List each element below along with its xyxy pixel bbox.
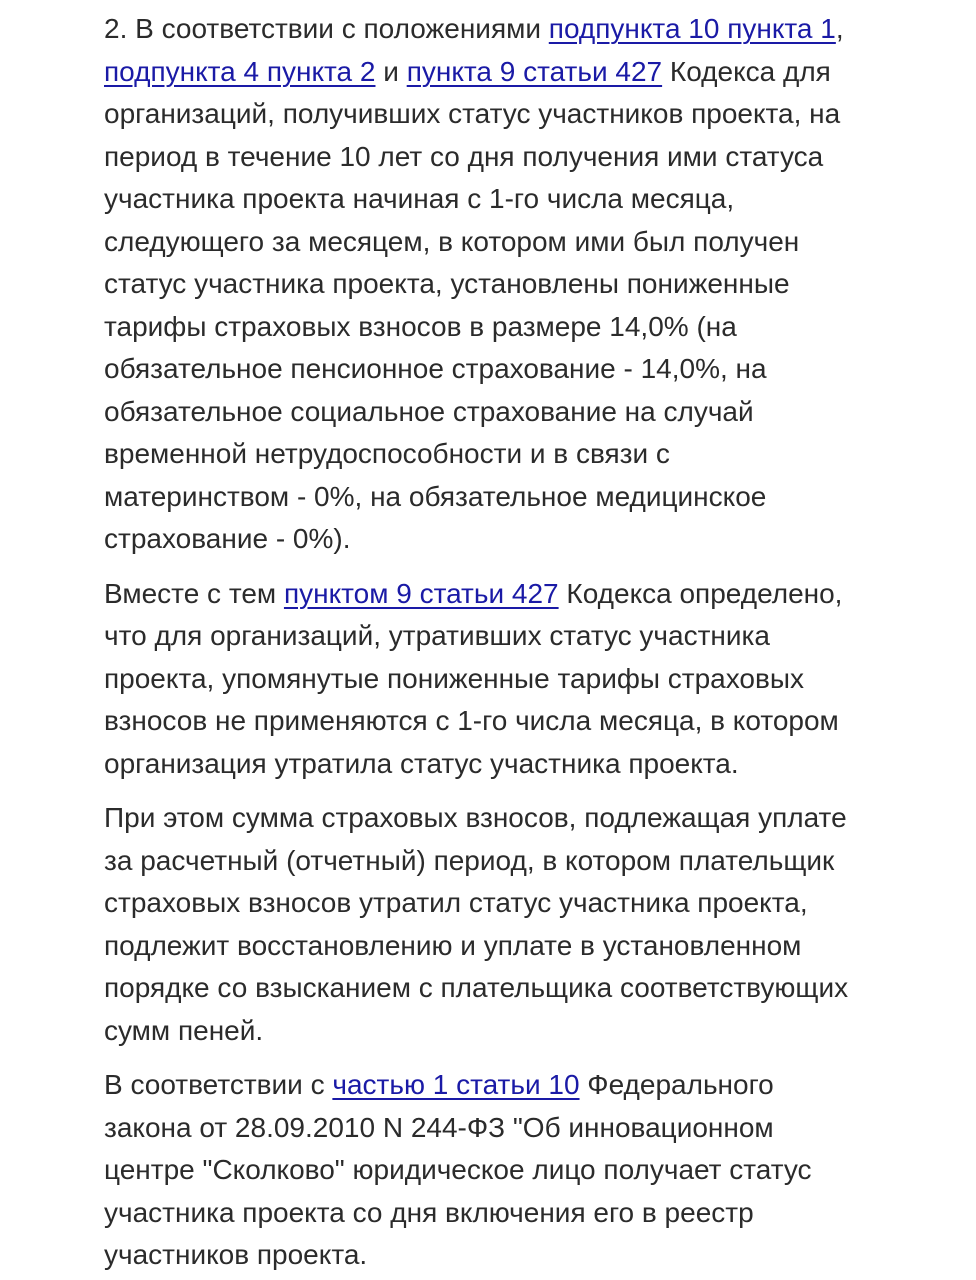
paragraph-text: следующего за месяцем, в котором ими был получен <box>104 225 800 257</box>
paragraph-text: за расчетный (отчетный) период, в котором плательщик <box>104 844 835 876</box>
paragraph-text: временной нетрудоспособности и в связи с <box>104 438 670 469</box>
paragraph-text: Кодекса для <box>662 55 831 87</box>
paragraph-4 <box>104 1064 976 1277</box>
law-reference-link[interactable]: пункта 9 статьи 427 <box>406 55 663 87</box>
paragraph-text: В соответствии с <box>104 1069 333 1100</box>
paragraph-2 <box>104 573 976 786</box>
paragraph-text: страхование - 0%). <box>104 523 351 554</box>
paragraph-text: сумм пеней. <box>104 1014 264 1046</box>
paragraph-text: участника проекта начиная с 1-го числа месяца, <box>104 183 735 214</box>
paragraph-text: 2. В соответствии с положениями <box>104 13 549 44</box>
paragraph-text: период в течение 10 лет со дня получения ими статуса <box>104 140 824 172</box>
paragraph-text: взносов не применяются с 1-го числа месяца, в котором <box>104 705 839 736</box>
paragraph-text: организация утратила статус участника проекта. <box>104 747 739 779</box>
paragraph-text: обязательное социальное страхование на случай <box>104 395 754 427</box>
paragraph-text: подлежит восстановлению и уплате в установленном <box>104 929 802 961</box>
paragraph-text: порядке со взысканием с плательщика соответствующих <box>104 972 849 1003</box>
paragraph-text: организаций, получивших статус участников проекта, на <box>104 98 841 129</box>
paragraph-text: материнством - 0%, на обязательное медицинское <box>104 480 767 512</box>
law-reference-link[interactable]: подпункта 4 пункта 2 <box>104 55 376 87</box>
paragraph-text: Федерального <box>579 1069 774 1100</box>
paragraph-text: участника проекта со дня включения его в реестр <box>104 1196 754 1228</box>
paragraph-text: центре "Сколково" юридическое лицо получает статус <box>104 1154 812 1185</box>
paragraph-text: При этом сумма страховых взносов, подлежащая уплате <box>104 802 847 833</box>
law-reference-link[interactable]: подпункта 10 пункта 1 <box>548 13 836 44</box>
paragraph-3 <box>104 797 976 1052</box>
paragraph-text: участников проекта. <box>104 1239 368 1270</box>
paragraph-text: обязательное пенсионное страхование - 14,0%, на <box>104 353 767 384</box>
document-body <box>104 8 976 1277</box>
paragraph-text: Вместе с тем <box>104 577 284 609</box>
paragraph-text: статус участника проекта, установлены пониженные <box>104 268 790 299</box>
paragraph-text: страховых взносов утратил статус участника проекта, <box>104 887 808 918</box>
paragraph-text: тарифы страховых взносов в размере 14,0% (на <box>104 310 737 342</box>
paragraph-1 <box>104 8 976 561</box>
law-reference-link[interactable]: частью 1 статьи 10 <box>332 1069 580 1100</box>
paragraph-text: Кодекса определено, <box>558 577 843 609</box>
paragraph-text: , <box>835 13 844 44</box>
paragraph-text: проекта, упомянутые пониженные тарифы страховых <box>104 662 804 694</box>
paragraph-text: закона от 28.09.2010 N 244-ФЗ "Об инновационном <box>104 1111 774 1143</box>
paragraph-text: и <box>375 55 407 87</box>
law-reference-link[interactable]: пунктом 9 статьи 427 <box>283 577 559 609</box>
paragraph-text: что для организаций, утративших статус участника <box>104 620 770 651</box>
